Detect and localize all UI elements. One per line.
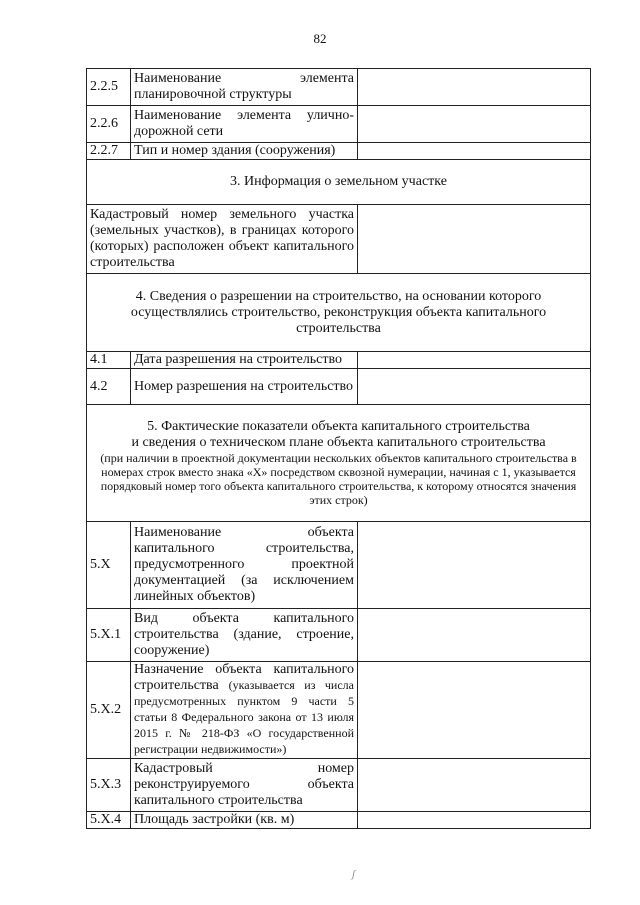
row-label: Тип и номер здания (сооружения) <box>131 143 358 160</box>
row-label: Вид объекта капитального строительства (здание, строение, сооружение) <box>131 609 358 662</box>
section-3-title: 3. Информация о земельном участке <box>87 160 591 205</box>
section-5-title-line1: 5. Фактические показатели объекта капитального строительства <box>147 419 530 434</box>
table-row <box>87 759 591 812</box>
table-row <box>87 69 591 106</box>
row-number: 2.2.5 <box>87 69 131 106</box>
value-cell[interactable] <box>358 662 591 759</box>
table-row <box>87 812 591 829</box>
form-table <box>86 68 591 829</box>
row-label: Кадастровый номер реконструируемого объекта капитального строительства <box>131 759 358 812</box>
row-label: Дата разрешения на строительство <box>131 352 358 369</box>
row-label: Номер разрешения на строительство <box>131 369 358 405</box>
value-cell[interactable] <box>358 106 591 143</box>
value-cell[interactable] <box>358 522 591 609</box>
table-row <box>87 609 591 662</box>
section-4-title: 4. Сведения о разрешении на строительство, на основании которого осуществлялись строительство, реконструкция объекта капитального строительства <box>87 274 591 352</box>
table-row <box>87 106 591 143</box>
section-5-header <box>87 405 591 522</box>
section-5-title-line2: и сведения о техническом плане объекта капитального строительства <box>131 435 546 450</box>
value-cell[interactable] <box>358 759 591 812</box>
value-cell[interactable] <box>358 609 591 662</box>
row-label <box>131 662 358 759</box>
section-5-note: (при наличии в проектной документации нескольких объектов капитального строительства в номерах строк вместо знака «Х» посредством сквозной нумерации, начиная с 1, указывается порядковый номер того объекта капитального строительства, к которому относятся значения этих строк) <box>100 451 577 507</box>
row-label: Наименование элемента планировочной структуры <box>131 69 358 106</box>
section-header-row <box>87 405 591 522</box>
table-row <box>87 352 591 369</box>
row-number: 5.X.1 <box>87 609 131 662</box>
row-number: 5.X.4 <box>87 812 131 829</box>
row-number: 4.1 <box>87 352 131 369</box>
value-cell[interactable] <box>358 369 591 405</box>
table-row <box>87 662 591 759</box>
handwritten-mark: ʃ <box>352 868 356 880</box>
row-number: 4.2 <box>87 369 131 405</box>
row-number: 5.X.3 <box>87 759 131 812</box>
value-cell[interactable] <box>358 143 591 160</box>
row-label-main: Назначение объекта капитального строительства <box>134 662 354 693</box>
table-row <box>87 143 591 160</box>
row-label: Наименование объекта капитального строительства, предусмотренного проектной документацией (за исключением линейных объектов) <box>131 522 358 609</box>
table-row <box>87 369 591 405</box>
table-row <box>87 205 591 274</box>
value-cell[interactable] <box>358 205 591 274</box>
table-row <box>87 522 591 609</box>
value-cell[interactable] <box>358 812 591 829</box>
row-label-note: (указывается из числа предусмотренных пунктом 9 части 5 статьи 8 Федерального закона от 13 июля 2015 г. № 218-ФЗ «О государственной регистрации недвижимости») <box>134 678 354 756</box>
row-label: Площадь застройки (кв. м) <box>131 812 358 829</box>
section-header-row <box>87 160 591 205</box>
row-number: 2.2.7 <box>87 143 131 160</box>
value-cell[interactable] <box>358 69 591 106</box>
row-label: Наименование элемента улично-дорожной сети <box>131 106 358 143</box>
row-number: 2.2.6 <box>87 106 131 143</box>
row-number: 5.X.2 <box>87 662 131 759</box>
cadastral-plot-label: Кадастровый номер земельного участка (земельных участков), в границах которого (которых) расположен объект капитального строительства <box>87 205 358 274</box>
row-number: 5.X <box>87 522 131 609</box>
value-cell[interactable] <box>358 352 591 369</box>
section-header-row <box>87 274 591 352</box>
page-number: 82 <box>313 31 327 46</box>
